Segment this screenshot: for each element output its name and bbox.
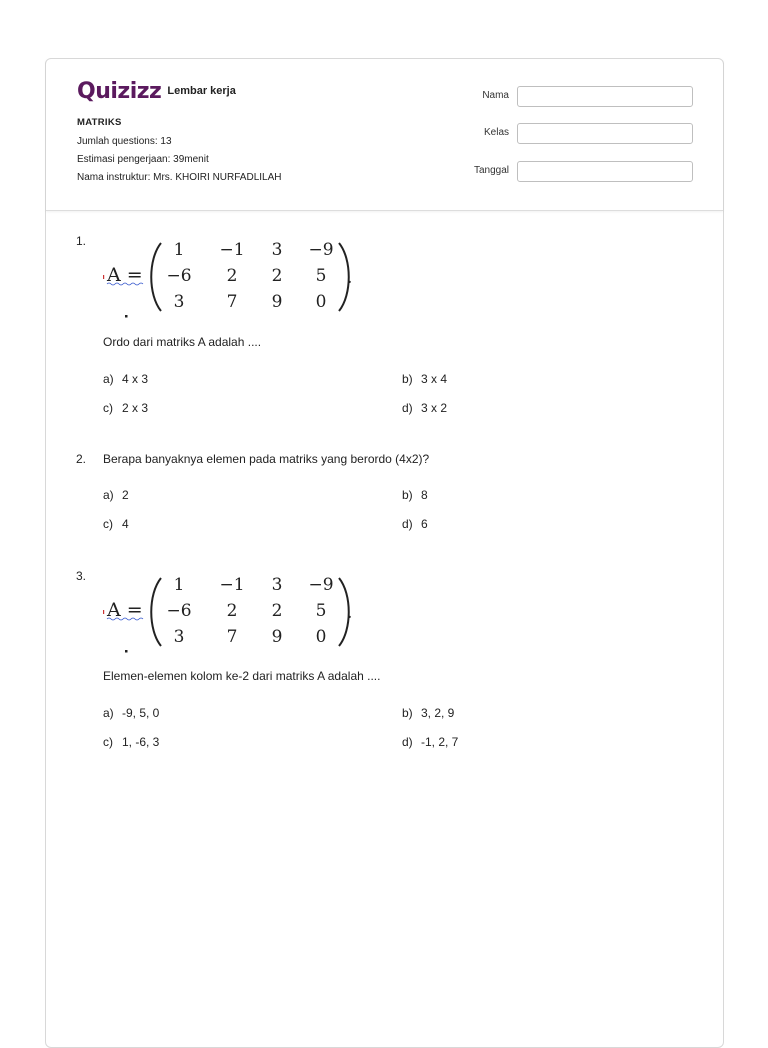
option-text: 3, 2, 9	[421, 706, 455, 720]
date-label: Tanggal	[473, 165, 509, 176]
matrix-entry: 1	[173, 575, 185, 595]
matrix-entry: 7	[226, 292, 238, 312]
matrix-entry: 9	[271, 627, 283, 647]
matrix-svg	[101, 237, 361, 319]
matrix-entry: 2	[226, 601, 238, 621]
matrix-entry: 5	[315, 266, 327, 286]
matrix-lhs: A =	[107, 264, 143, 286]
question-text: Berapa banyaknya elemen pada matriks yang berordo (4x2)?	[103, 452, 430, 466]
matrix-entry: 2	[226, 266, 238, 286]
option-text: 4 x 3	[122, 372, 149, 386]
option-b	[402, 706, 454, 720]
matrix-entry: 5	[315, 601, 327, 621]
option-text: -1, 2, 7	[421, 735, 459, 749]
option-c	[103, 517, 129, 531]
matrix-image	[101, 572, 361, 654]
name-label: Nama	[482, 90, 509, 101]
option-text: 3 x 4	[421, 372, 448, 386]
matrix-entry: 3	[271, 575, 283, 595]
matrix-entry: 0	[315, 627, 327, 647]
option-letter: d)	[402, 517, 413, 531]
question-text: Ordo dari matriks A adalah ....	[103, 335, 262, 349]
option-a	[103, 706, 159, 720]
class-field[interactable]	[517, 123, 693, 144]
option-text: 3 x 2	[421, 401, 448, 415]
matrix-period: .	[347, 268, 353, 288]
name-field[interactable]	[517, 86, 693, 107]
matrix-entry: −1	[219, 240, 245, 260]
option-letter: b)	[402, 706, 413, 720]
matrix-entry: −6	[166, 266, 192, 286]
left-paren	[151, 578, 161, 646]
date-field[interactable]	[517, 161, 693, 182]
worksheet-header	[46, 59, 723, 211]
option-text: 8	[421, 488, 428, 502]
class-label: Kelas	[483, 127, 509, 138]
matrix-entry: 7	[226, 627, 238, 647]
option-c	[103, 735, 159, 749]
option-letter: a)	[103, 706, 114, 720]
option-letter: d)	[402, 401, 413, 415]
option-d	[402, 735, 458, 749]
question-count: Jumlah questions: 13	[77, 136, 172, 147]
option-text: 1, -6, 3	[122, 735, 160, 749]
matrix-entry: 0	[315, 292, 327, 312]
option-text: 6	[421, 517, 428, 531]
option-text: -9, 5, 0	[122, 706, 160, 720]
quiz-title: MATRIKS	[77, 117, 122, 128]
edit-marker	[103, 275, 104, 279]
worksheet-page	[45, 58, 724, 1048]
matrix-period: .	[347, 603, 353, 623]
matrix-entry: −1	[219, 575, 245, 595]
left-paren	[151, 243, 161, 311]
option-letter: b)	[402, 488, 413, 502]
matrix-entry: 2	[271, 601, 283, 621]
option-text: 2 x 3	[122, 401, 149, 415]
time-estimate: Estimasi pengerjaan: 39menit	[77, 154, 209, 165]
option-letter: c)	[103, 517, 113, 531]
option-letter: a)	[103, 372, 114, 386]
question-number: 3.	[76, 569, 87, 583]
matrix-entry: −9	[308, 240, 334, 260]
matrix-entry: −6	[166, 601, 192, 621]
option-a	[103, 372, 148, 386]
option-letter: a)	[103, 488, 114, 502]
quizizz-logo: Quizizz	[77, 79, 162, 104]
edit-marker	[103, 610, 104, 614]
option-b	[402, 372, 447, 386]
matrix-lhs: A =	[107, 599, 143, 621]
option-letter: c)	[103, 735, 113, 749]
matrix-entry: −9	[308, 575, 334, 595]
option-letter: c)	[103, 401, 113, 415]
brand	[77, 80, 236, 104]
option-letter: b)	[402, 372, 413, 386]
option-text: 2	[122, 488, 129, 502]
option-b	[402, 488, 428, 502]
matrix-entry: 2	[271, 266, 283, 286]
question-number: 2.	[76, 452, 87, 466]
matrix-image	[101, 237, 361, 319]
matrix-entry: 3	[173, 292, 185, 312]
option-letter: d)	[402, 735, 413, 749]
matrix-entry: 9	[271, 292, 283, 312]
question-text: Elemen-elemen kolom ke-2 dari matriks A adalah ....	[103, 669, 381, 683]
option-text: 4	[122, 517, 129, 531]
matrix-bullet	[125, 315, 128, 318]
matrix-entry: 3	[271, 240, 283, 260]
option-c	[103, 401, 148, 415]
option-a	[103, 488, 129, 502]
question-number: 1.	[76, 234, 87, 248]
option-d	[402, 517, 428, 531]
matrix-bullet	[125, 650, 128, 653]
option-d	[402, 401, 447, 415]
instructor-name: Nama instruktur: Mrs. KHOIRI NURFADLILAH	[77, 172, 282, 183]
matrix-entry: 1	[173, 240, 185, 260]
matrix-entry: 3	[173, 627, 185, 647]
sheet-type-label: Lembar kerja	[167, 85, 236, 97]
matrix-svg	[101, 572, 361, 654]
